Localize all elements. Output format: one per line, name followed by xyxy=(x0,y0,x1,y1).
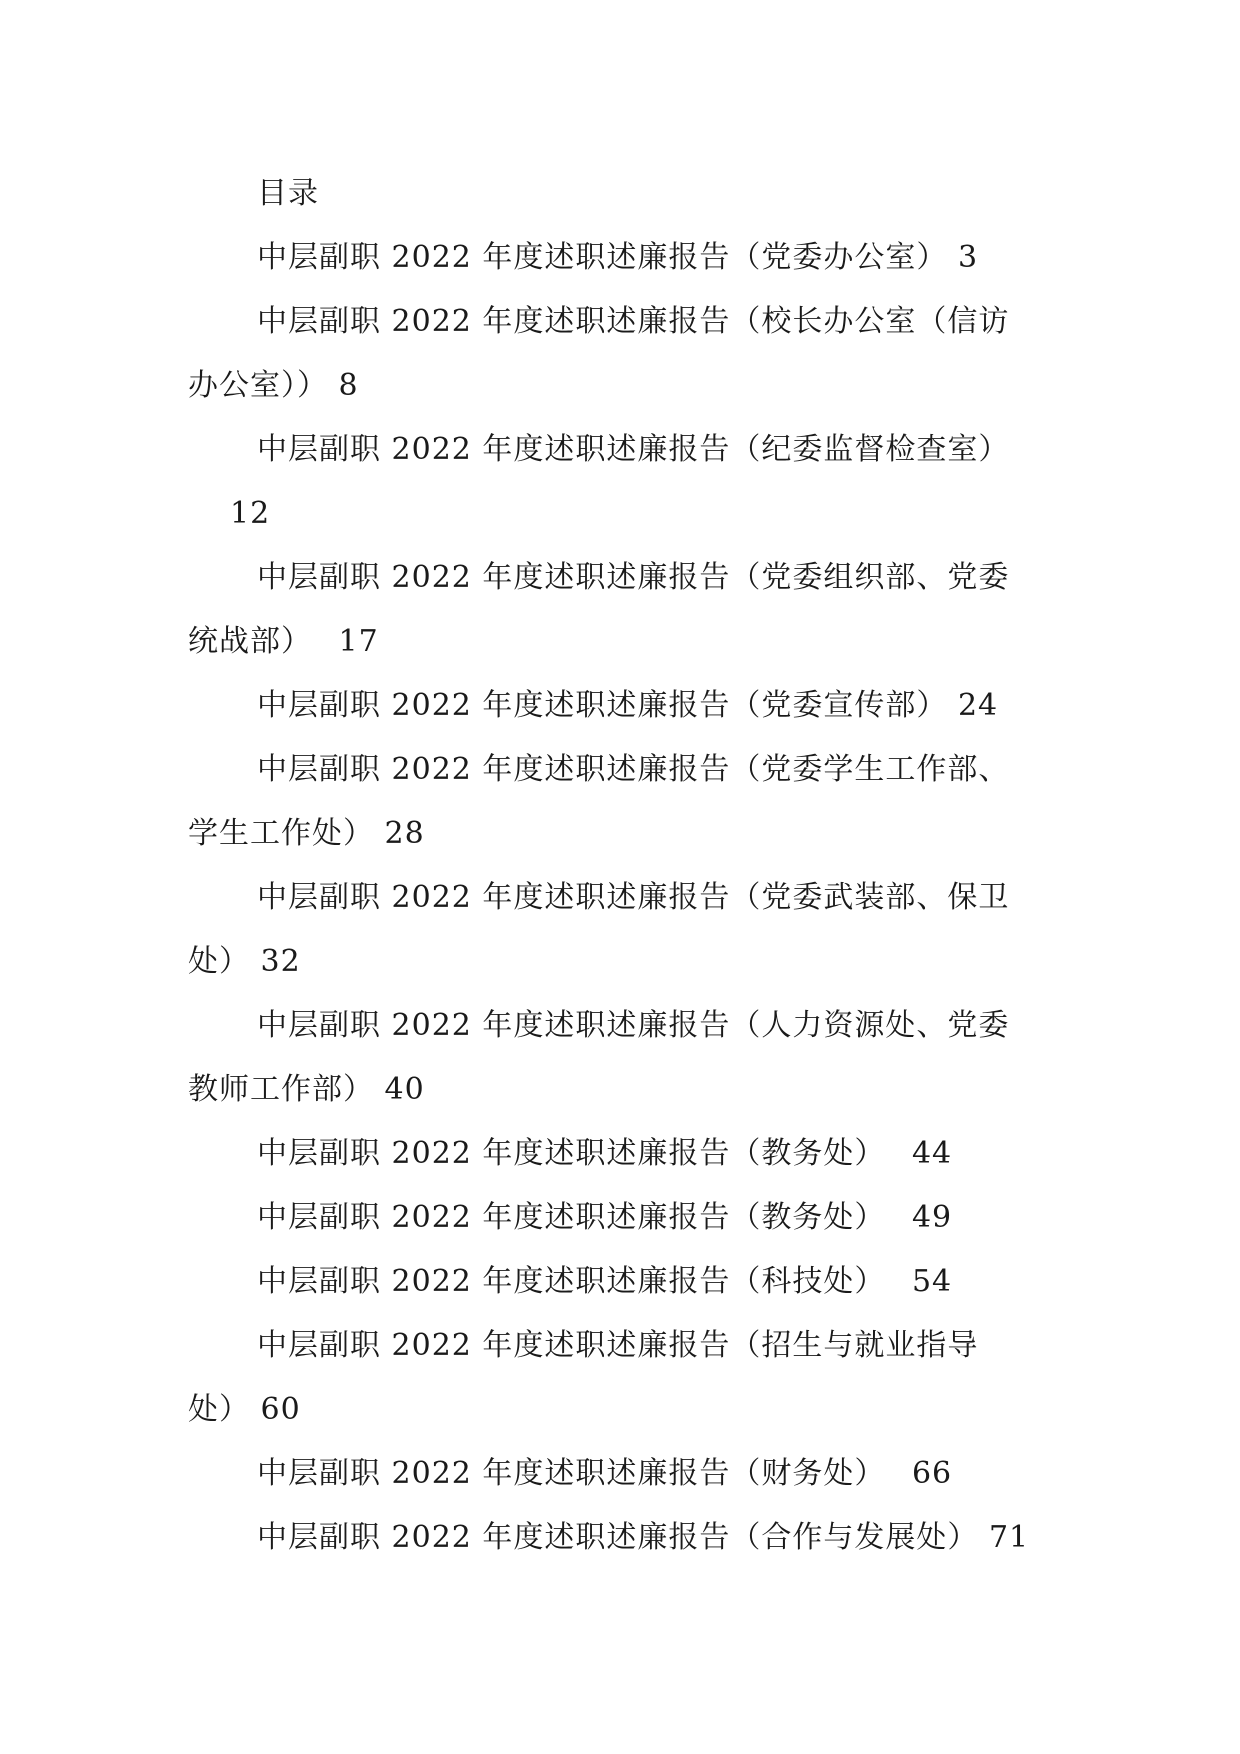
toc-entry[interactable]: 中层副职 2022 年度述职述廉报告（纪委监督检查室） xyxy=(257,432,1010,467)
toc-title: 目录 xyxy=(257,176,319,211)
toc-entry[interactable]: 中层副职 2022 年度述职述廉报告（党委学生工作部、 xyxy=(257,752,1010,787)
toc-entry[interactable]: 中层副职 2022 年度述职述廉报告（招生与就业指导 xyxy=(257,1328,979,1363)
toc-entry-continuation[interactable]: 办公室）） 8 xyxy=(188,368,359,403)
toc-entry-continuation[interactable]: 教师工作部） 40 xyxy=(188,1072,425,1107)
toc-entry[interactable]: 中层副职 2022 年度述职述廉报告（科技处） 54 xyxy=(257,1264,953,1299)
toc-entry[interactable]: 中层副职 2022 年度述职述廉报告（合作与发展处） 71 xyxy=(257,1520,1030,1555)
toc-entry[interactable]: 中层副职 2022 年度述职述廉报告（财务处） 66 xyxy=(257,1456,953,1491)
toc-entry[interactable]: 中层副职 2022 年度述职述廉报告（教务处） 49 xyxy=(257,1200,953,1235)
toc-entry[interactable]: 中层副职 2022 年度述职述廉报告（党委办公室） 3 xyxy=(257,240,979,275)
toc-entry-continuation[interactable]: 处） 60 xyxy=(188,1392,301,1427)
toc-entry[interactable]: 中层副职 2022 年度述职述廉报告（党委武装部、保卫 xyxy=(257,880,1010,915)
toc-entry[interactable]: 中层副职 2022 年度述职述廉报告（校长办公室（信访 xyxy=(257,304,1010,339)
toc-entry-continuation[interactable]: 12 xyxy=(230,496,271,531)
toc-entry-continuation[interactable]: 学生工作处） 28 xyxy=(188,816,425,851)
toc-entry[interactable]: 中层副职 2022 年度述职述廉报告（人力资源处、党委 xyxy=(257,1008,1010,1043)
toc-entry[interactable]: 中层副职 2022 年度述职述廉报告（党委组织部、党委 xyxy=(257,560,1010,595)
toc-entry[interactable]: 中层副职 2022 年度述职述廉报告（教务处） 44 xyxy=(257,1136,953,1171)
toc-entry[interactable]: 中层副职 2022 年度述职述廉报告（党委宣传部） 24 xyxy=(257,688,999,723)
toc-entry-continuation[interactable]: 处） 32 xyxy=(188,944,301,979)
toc-entry-continuation[interactable]: 统战部） 17 xyxy=(188,624,379,659)
